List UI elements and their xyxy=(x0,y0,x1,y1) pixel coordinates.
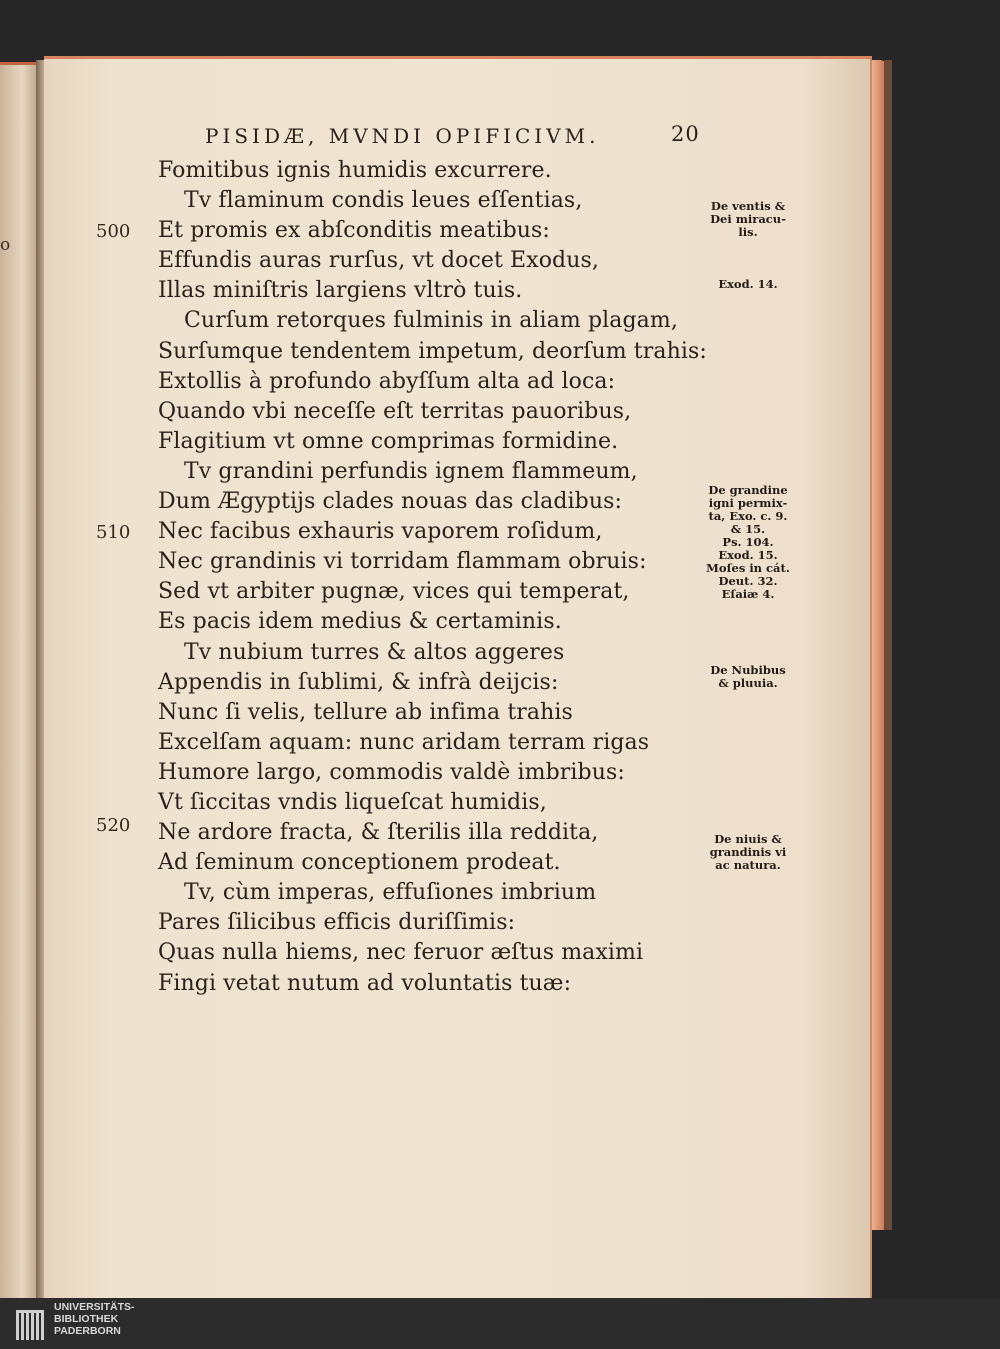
verse-line: Excelſam aquam: nunc aridam terram rigas xyxy=(158,729,650,755)
margin-note-line: Exod. 14. xyxy=(718,277,778,291)
verse-line: Sed vt arbiter pugnæ, vices qui temperat, xyxy=(158,579,630,605)
verse-line: Effundis auras rurſus, vt docet Exodus, xyxy=(158,248,599,274)
footer-bar xyxy=(0,1298,1000,1349)
verse-line: Es pacis idem medius & certaminis. xyxy=(158,609,562,635)
margin-note-venti xyxy=(698,200,798,239)
verse-line: Illas miniſtris largiens vltrò tuis. xyxy=(158,278,523,304)
margin-note-line: & 15. xyxy=(730,522,766,536)
verse-line: Tv flaminum condis leues eſſentias, xyxy=(184,188,583,214)
line-number: 520 xyxy=(96,815,131,836)
margin-note-nubibus xyxy=(698,664,798,690)
line-number: 510 xyxy=(96,522,131,543)
margin-note-line: grandinis vi xyxy=(709,845,787,859)
margin-note-niuis xyxy=(698,833,798,872)
page-number: 20 xyxy=(671,122,700,146)
verse-line: Vt ſiccitas vndis liqueſcat humidis, xyxy=(158,789,547,815)
running-head-title: PISIDÆ, MVNDI OPIFICIVM. xyxy=(205,124,600,148)
page-edge-shadow xyxy=(884,60,892,1230)
verse-line: Surſumque tendentem impetum, deorſum trahis: xyxy=(158,338,707,364)
verse-text xyxy=(158,156,718,999)
margin-note-line: Dei miracu- xyxy=(710,212,786,226)
verse-line: Tv grandini perfundis ignem flammeum, xyxy=(184,458,638,484)
verse-line: Fingi vetat nutum ad voluntatis tuæ: xyxy=(158,970,572,996)
library-name-line: UNIVERSITÄTS- xyxy=(54,1301,135,1313)
line-number: 500 xyxy=(96,221,131,242)
margin-note-line: De Nubibus xyxy=(710,663,786,677)
verse-line: Nec facibus exhauris vaporem roſidum, xyxy=(158,519,603,545)
margin-note-line: igni permix- xyxy=(708,496,788,510)
margin-note-grandine xyxy=(698,484,798,601)
verse-line: Tv, cùm imperas, effuſiones imbrium xyxy=(184,880,597,906)
verse-line: Nunc ſi velis, tellure ab infima trahis xyxy=(158,699,573,725)
margin-note-line: Exod. 15. xyxy=(718,548,778,562)
verse-line: Nec grandinis vi torridam flammam obruis: xyxy=(158,549,647,575)
running-head xyxy=(205,124,705,148)
library-name-line: BIBLIOTHEK xyxy=(54,1313,119,1325)
margin-note-line: De ventis & xyxy=(710,199,786,213)
margin-note-exodus-14 xyxy=(698,278,798,291)
margin-note-line: De niuis & xyxy=(714,832,782,846)
margin-note-line: ac natura. xyxy=(715,858,781,872)
verse-line: Ad ſeminum conceptionem prodeat. xyxy=(158,850,561,876)
left-page-fragment: o xyxy=(0,235,12,255)
verse-line: Fomitibus ignis humidis excurrere. xyxy=(158,158,552,183)
margin-note-line: lis. xyxy=(738,225,758,239)
margin-note-line: Deut. 32. xyxy=(718,574,778,588)
library-logo-icon xyxy=(14,1306,50,1342)
library-name xyxy=(54,1301,135,1337)
margin-note-line: De grandine xyxy=(708,483,788,497)
margin-note-line: Ps. 104. xyxy=(722,535,774,549)
verse-line: Quas nulla hiems, nec feruor æſtus maximi xyxy=(158,940,644,966)
margin-note-line: ta, Exo. c. 9. xyxy=(708,509,788,523)
verse-line: Pares ſilicibus efficis duriſſimis: xyxy=(158,910,516,936)
verse-line: Dum Ægyptijs clades nouas das cladibus: xyxy=(158,489,623,515)
verse-line: Et promis ex abſconditis meatibus: xyxy=(158,218,550,244)
margin-note-line: Moſes in cát. xyxy=(706,561,790,575)
verse-line: Extollis à profundo abyſſum alta ad loca: xyxy=(158,368,616,394)
margin-note-line: Eſaiæ 4. xyxy=(721,587,775,601)
verse-line: Quando vbi neceſſe eſt territas pauoribus, xyxy=(158,398,632,424)
verse-line: Tv nubium turres & altos aggeres xyxy=(184,639,565,665)
verse-line: Humore largo, commodis valdè imbribus: xyxy=(158,759,625,785)
verse-line: Flagitium vt omne comprimas formidine. xyxy=(158,428,619,454)
library-name-line: PADERBORN xyxy=(54,1325,121,1337)
margin-note-line: & pluuia. xyxy=(718,676,778,690)
verse-line: Curſum retorques fulminis in aliam plagam, xyxy=(184,308,678,334)
verse-line: Ne ardore fracta, & ſterilis illa reddita, xyxy=(158,820,599,846)
verse-line: Appendis in ſublimi, & infrà deijcis: xyxy=(158,669,559,695)
left-page-edge xyxy=(0,62,40,1298)
